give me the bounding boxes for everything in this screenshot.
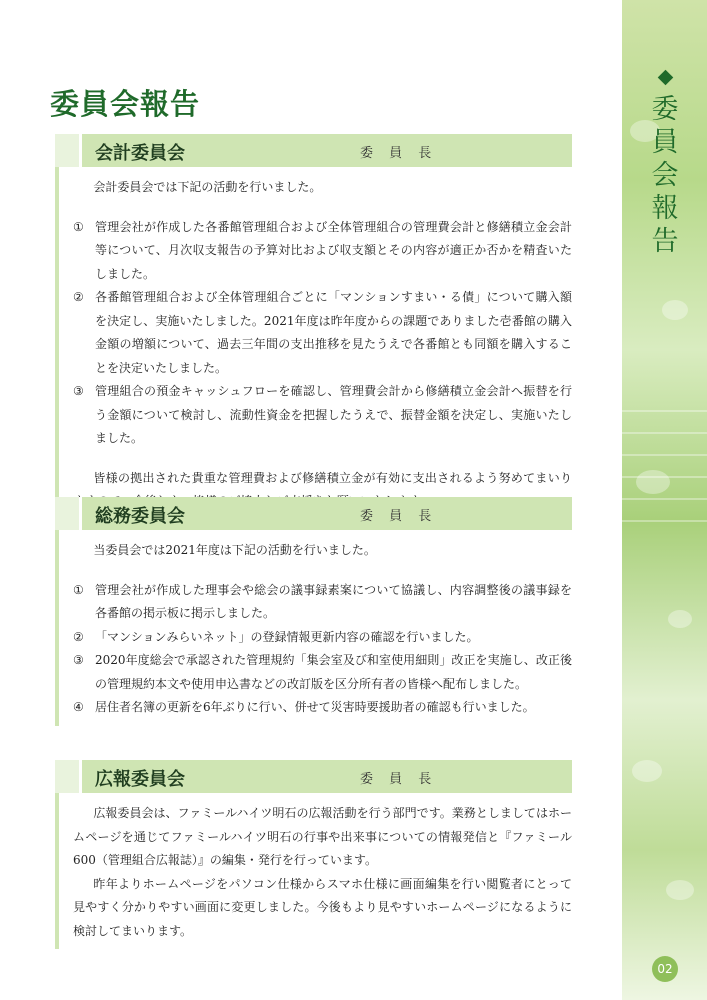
page-title: 委員会報告: [50, 87, 201, 121]
section-body: [55, 530, 572, 726]
diamond-icon: [657, 70, 673, 86]
list-item: ④ 居住者名簿の更新を6年ぶりに行い、併せて災害時要援助者の確認も行いました。: [73, 700, 535, 714]
section-header: [55, 497, 572, 530]
section-header: [55, 134, 572, 167]
page-number: 02: [652, 956, 678, 982]
list-item: ② 「マンションみらいネット」の登録情報更新内容の確認を行いました。: [73, 629, 479, 644]
section-accounting: [55, 134, 572, 520]
paragraph: 昨年よりホームページをパソコン仕様からスマホ仕様に画面編集を行い閲覧者にとって見やすく分かりやすい画面に変更しました。今後もより見やすいホームページになるように検討してまいります。: [73, 876, 572, 938]
closing-text: 皆様の拠出された貴重な管理費および修繕積立金が有効に支出されるよう努めてまいり: [93, 470, 572, 485]
side-title-char: 員: [651, 127, 679, 158]
chair-label: 委 員 長: [360, 146, 438, 161]
section-public-relations: [55, 760, 572, 949]
chair-label: 委 員 長: [360, 772, 438, 787]
list-item: ① 管理会社が作成した理事会や総会の議事録素案について協議し、内容調整後の議事録を各番館の掲示板に掲示しました。: [73, 582, 572, 620]
list-item: ③ 管理組合の預金キャッシュフローを確認し、管理費会計から修繕積立金会計へ振替を行う金額について検討し、流動性資金を把握したうえで、振替金額を決定し、実施いたしました。: [73, 384, 572, 445]
intro-text: 会計委員会では下記の活動を行いました。: [93, 180, 322, 194]
section-title: 会計委員会: [95, 143, 185, 164]
paragraph: 広報委員会は、ファミールハイツ明石の広報活動を行う部門です。業務としましてはホームページを通じてファミールハイツ明石の行事や出来事についての情報発信と『ファミール600（管理組合広報誌）』の編集・発行を行っています。: [73, 806, 572, 867]
list-item: ① 管理会社が作成した各番館管理組合および全体管理組合の管理費会計と修繕積立金会計等について、月次収支報告の予算対比および収支額とその内容が適正か否かを精査いたしました。: [73, 219, 572, 281]
side-title-char: 委: [651, 94, 679, 125]
side-title-char: 告: [651, 226, 679, 257]
intro-text: 当委員会では2021年度は下記の活動を行いました。: [93, 543, 376, 557]
side-title: [645, 64, 685, 258]
list-item: ③ 2020年度総会で承認された管理規約「集会室及び和室使用細則」改正を実施し、改正後の管理規約本文や使用申込書などの改訂版を区分所有者の皆様へ配布しました。: [73, 653, 572, 691]
chair-label: 委 員 長: [360, 509, 438, 524]
side-title-char: 報: [651, 193, 679, 224]
section-title: 広報委員会: [95, 769, 185, 790]
list-item: ② 各番館管理組合および全体管理組合ごとに「マンションすまい・る債」について購入額を決定し、実施いたしました。2021年度は昨年度からの課題でありました壱番館の購入金額の増額について、過去三年間の支出推移を見たうえで各番館とも同額を購入することを決定いたしました。: [73, 290, 572, 375]
section-body: [55, 793, 572, 949]
side-title-char: 会: [651, 160, 679, 191]
section-body: [55, 167, 572, 520]
section-general-affairs: [55, 497, 572, 726]
section-header: [55, 760, 572, 793]
section-title: 総務委員会: [95, 506, 185, 527]
